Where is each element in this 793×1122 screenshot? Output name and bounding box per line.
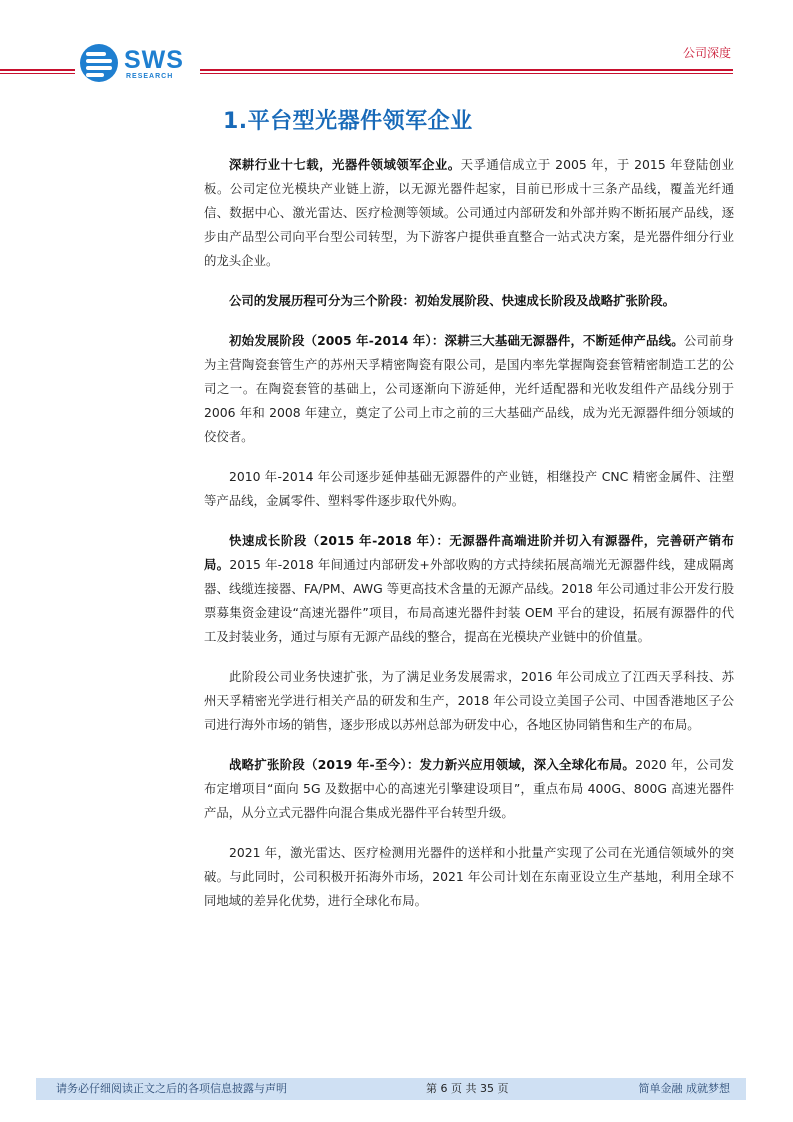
logo-subtext: RESEARCH xyxy=(126,73,174,80)
paragraph xyxy=(204,329,734,449)
header-rule xyxy=(0,69,75,71)
paragraph-lead: 深耕行业十七载，光器件领域领军企业。 xyxy=(229,157,461,172)
page-number: 第 6 页 共 35 页 xyxy=(426,1082,509,1095)
paragraph-lead: 初始发展阶段（2005 年-2014 年）：深耕三大基础无源器件，不断延伸产品线。 xyxy=(229,333,684,348)
footer-slogan: 简单金融 成就梦想 xyxy=(638,1082,730,1095)
footer-disclaimer: 请务必仔细阅读正文之后的各项信息披露与声明 xyxy=(56,1082,287,1095)
header-rule-thin xyxy=(0,73,75,74)
paragraph xyxy=(204,665,734,737)
paragraph-lead: 快速成长阶段（2015 年-2018 年）：无源器件高端进阶并切入有源器件，完善研产销布局。 xyxy=(204,533,734,572)
article-body xyxy=(204,153,734,929)
sws-logo xyxy=(80,44,192,84)
paragraph xyxy=(204,289,734,313)
paragraph-lead: 战略扩张阶段（2019 年-至今）：发力新兴应用领域，深入全球化布局。 xyxy=(229,757,636,772)
page-footer xyxy=(36,1078,746,1100)
header-rule xyxy=(200,69,733,71)
logo-text: SWS xyxy=(124,46,184,74)
paragraph xyxy=(204,753,734,825)
paragraph-text: 此阶段公司业务快速扩张，为了满足业务发展需求，2016 年公司成立了江西天孚科技、苏州天孚精密光学进行相关产品的研发和生产，2018 年公司设立美国子公司、中国香港地区子公司进行海外市场的销售，逐步形成以苏州总部为研发中心，各地区协同销售和生产的布局。 xyxy=(204,669,734,732)
section-title: 1.平台型光器件领军企业 xyxy=(223,109,473,134)
paragraph-text: 2020 年，公司发布定增项目“面向 5G 及数据中心的高速光引擎建设项目”，重点布局 400G、800G 高速光器件产品，从分立式元器件向混合集成光器件平台转型升级。 xyxy=(204,757,734,820)
paragraph-text: 2015 年-2018 年间通过内部研发+外部收购的方式持续拓展高端光无源器件线，建成隔离器、线缆连接器、FA/PM、AWG 等更高技术含量的无源产品线。2018 年公司通过非公开发行股票募集资金建设“高速光器件”项目，布局高速光器件封装 OEM 平台的建设，拓展有源器件的代工及封装业务，通过与原有无源产品线的整合，提高在光模块产业链中的价值量。 xyxy=(204,557,735,644)
paragraph xyxy=(204,841,734,913)
paragraph xyxy=(204,153,734,273)
header-rule-thin xyxy=(200,73,733,74)
paragraph-text: 公司前身为主营陶瓷套管生产的苏州天孚精密陶瓷有限公司，是国内率先掌握陶瓷套管精密制造工艺的公司之一。在陶瓷套管的基础上，公司逐渐向下游延伸，光纤适配器和光收发组件产品线分别于 2006 年和 2008 年建立，奠定了公司上市之前的三大基础产品线，成为光无源器件细分领域的佼佼者。 xyxy=(204,333,735,444)
paragraph xyxy=(204,529,734,649)
paragraph-text: 天孚通信成立于 2005 年，于 2015 年登陆创业板。公司定位光模块产业链上游，以无源光器件起家，目前已形成十三条产品线，覆盖光纤通信、数据中心、激光雷达、医疗检测等领域。公司通过内部研发和外部并购不断拓展产品线，逐步由产品型公司向平台型公司转型，为下游客户提供垂直整合一站式决方案，是光器件细分行业的龙头企业。 xyxy=(204,157,734,268)
paragraph-text: 2021 年，激光雷达、医疗检测用光器件的送样和小批量产实现了公司在光通信领域外的突破。与此同时，公司积极开拓海外市场，2021 年公司计划在东南亚设立生产基地，利用全球不同地域的差异化优势，进行全球化布局。 xyxy=(204,845,734,908)
paragraph-lead: 公司的发展历程可分为三个阶段：初始发展阶段、快速成长阶段及战略扩张阶段。 xyxy=(229,293,676,308)
logo-globe-icon xyxy=(80,44,118,82)
paragraph-text: 2010 年-2014 年公司逐步延伸基础无源器件的产业链，相继投产 CNC 精密金属件、注塑等产品线，金属零件、塑料零件逐步取代外购。 xyxy=(204,469,734,508)
report-type-label: 公司深度 xyxy=(682,46,731,60)
paragraph xyxy=(204,465,734,513)
